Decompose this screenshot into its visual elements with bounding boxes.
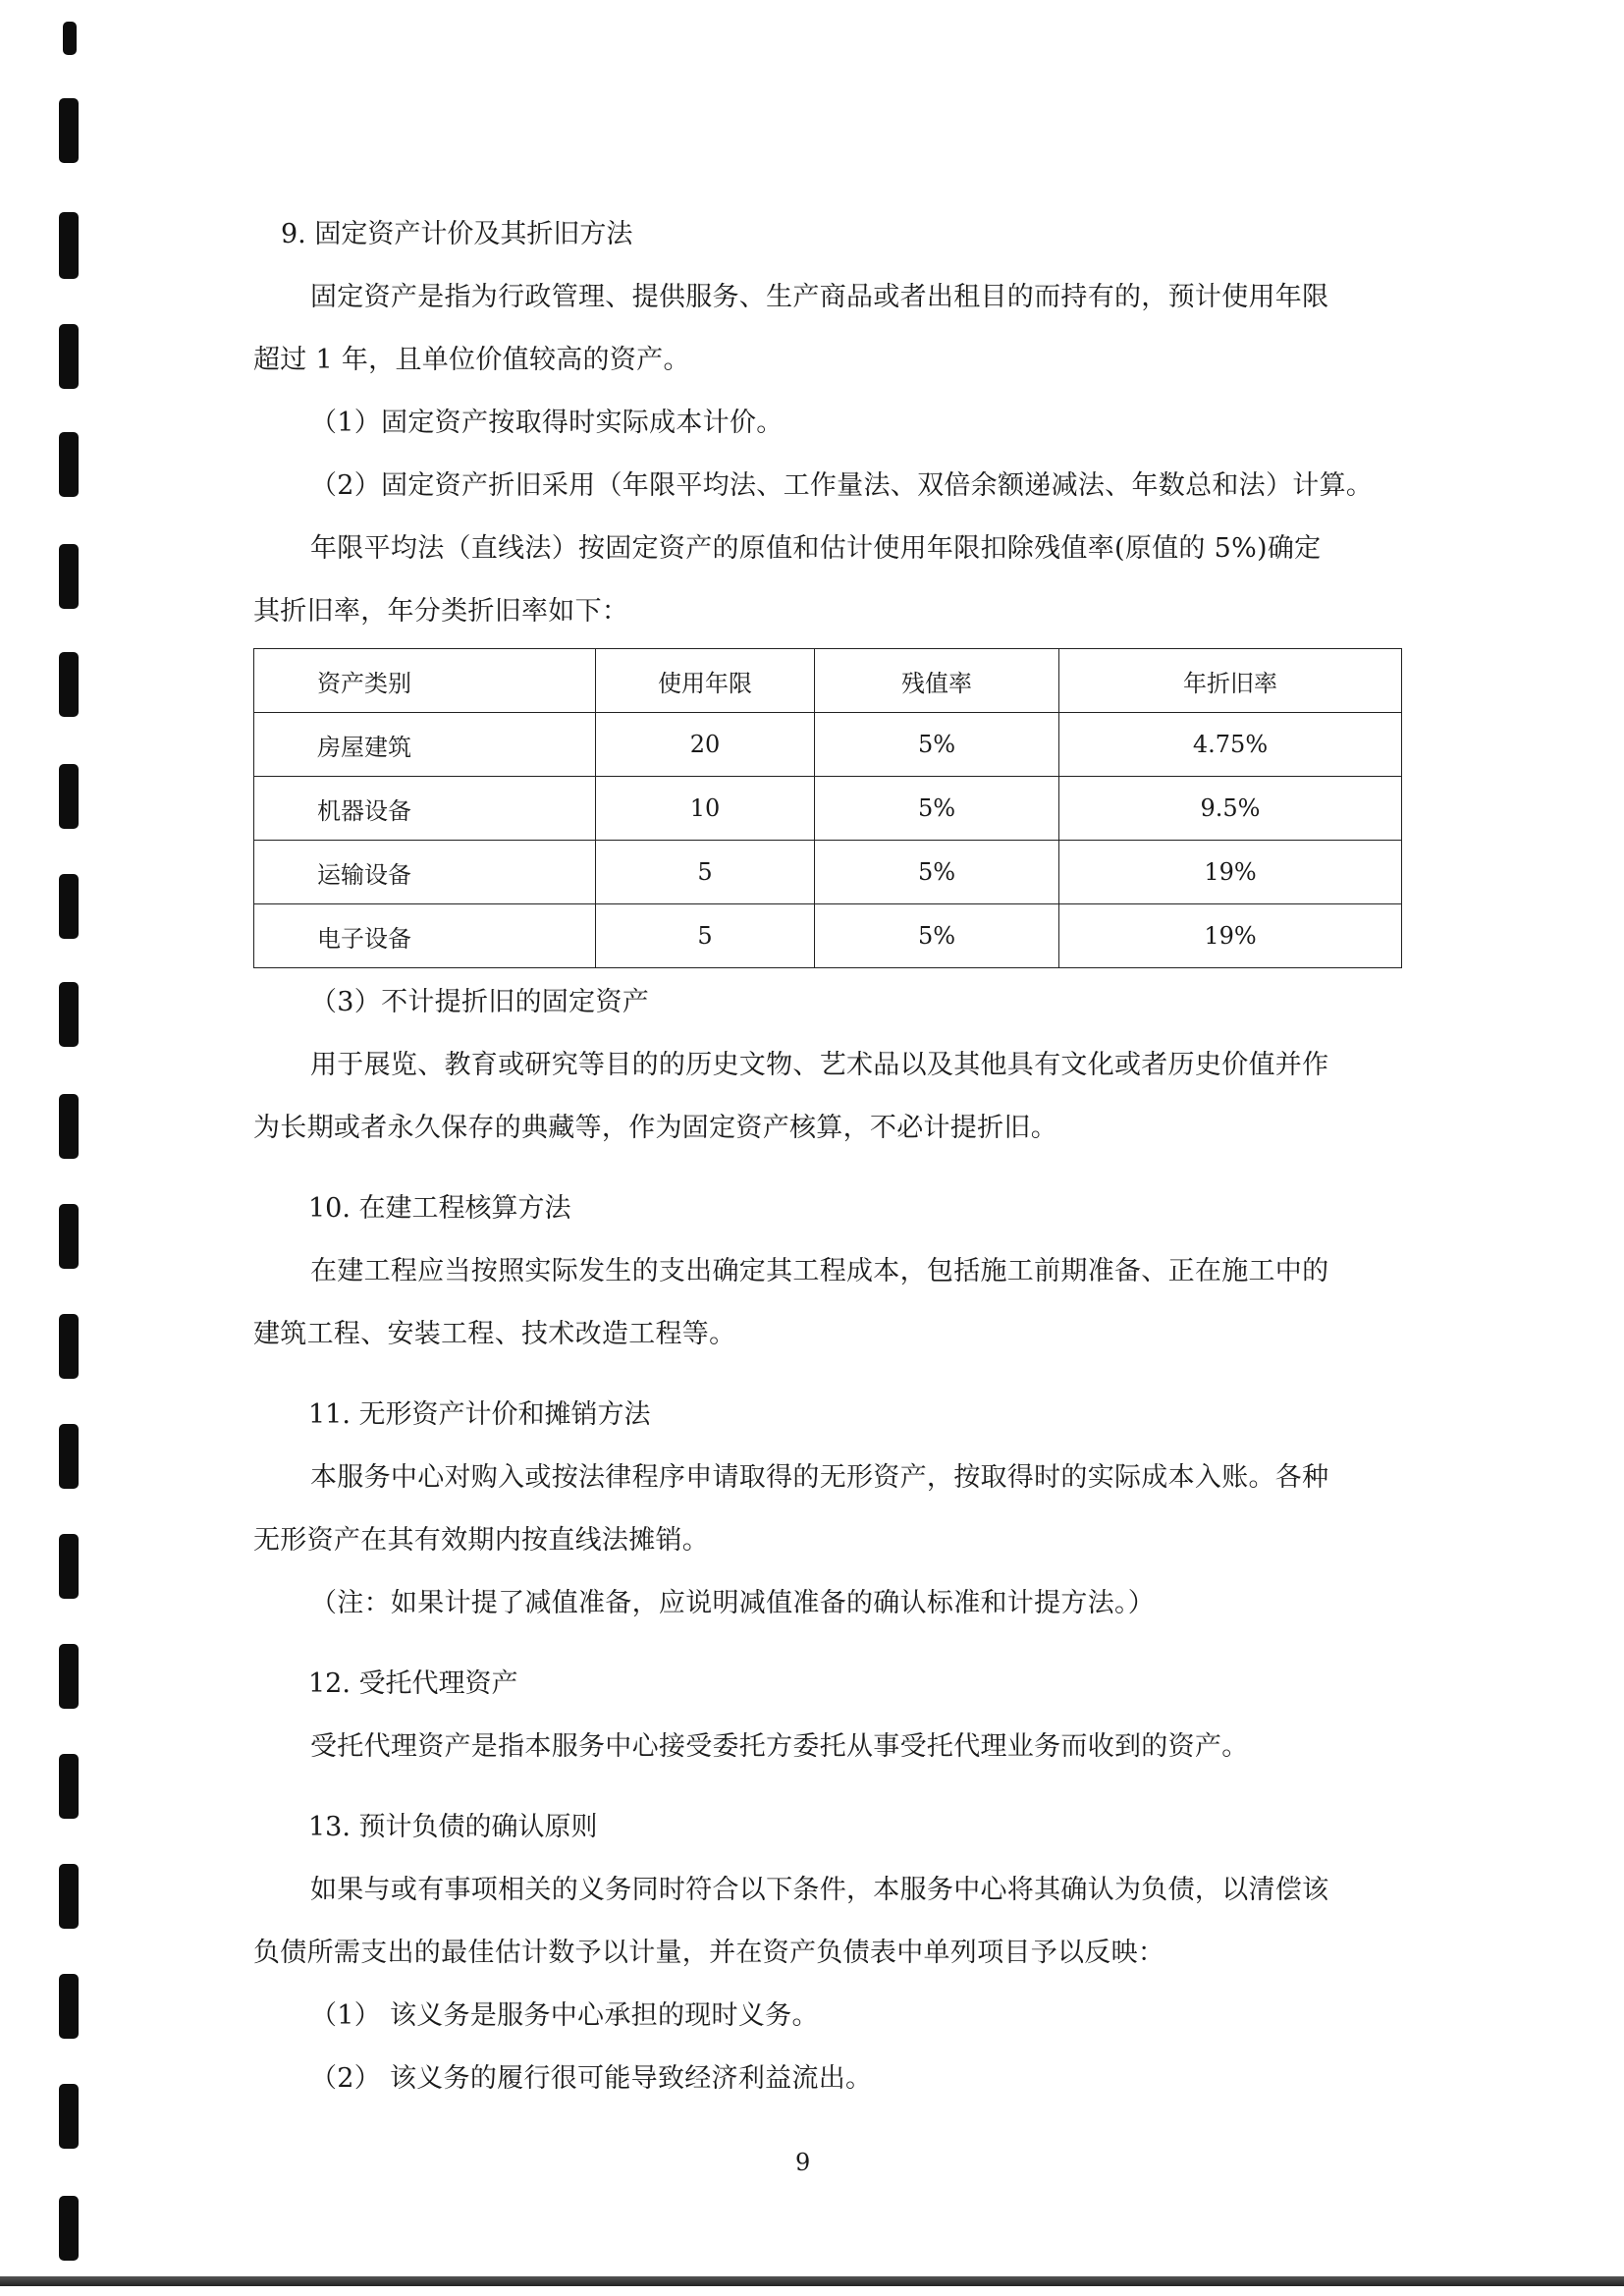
table-cell: 4.75%: [1059, 713, 1402, 777]
binding-hole: [59, 1094, 79, 1159]
binding-hole: [59, 212, 79, 279]
section-9-paragraph-1-line-2: 超过 1 年，且单位价值较高的资产。: [253, 345, 690, 375]
section-10-paragraph-line-2: 建筑工程、安装工程、技术改造工程等。: [253, 1319, 736, 1349]
binding-hole: [63, 22, 77, 55]
binding-hole: [59, 1974, 79, 2039]
table-cell: 19%: [1059, 904, 1402, 968]
table-cell: 9.5%: [1059, 777, 1402, 841]
binding-hole: [59, 982, 79, 1047]
section-9-paragraph-2-line-1: 年限平均法（直线法）按固定资产的原值和估计使用年限扣除残值率(原值的 5%)确定: [310, 533, 1322, 564]
section-10-paragraph-line-1: 在建工程应当按照实际发生的支出确定其工程成本，包括施工前期准备、正在施工中的: [310, 1256, 1329, 1286]
table-row: [254, 777, 1402, 841]
binding-hole: [59, 324, 79, 389]
table-cell: 20: [596, 713, 815, 777]
table-cell: 5: [596, 904, 815, 968]
section-9-item-3: （3）不计提折旧的固定资产: [310, 987, 650, 1017]
section-9-paragraph-1-line-1: 固定资产是指为行政管理、提供服务、生产商品或者出租目的而持有的，预计使用年限: [310, 282, 1329, 312]
section-12-paragraph: 受托代理资产是指本服务中心接受委托方委托从事受托代理业务而收到的资产。: [310, 1731, 1249, 1762]
page-number: 9: [795, 2149, 811, 2176]
section-10-heading: 10. 在建工程核算方法: [308, 1193, 571, 1224]
section-11-note: （注：如果计提了减值准备，应说明减值准备的确认标准和计提方法。）: [310, 1588, 1156, 1618]
section-11-paragraph-line-1: 本服务中心对购入或按法律程序申请取得的无形资产，按取得时的实际成本入账。各种: [310, 1462, 1329, 1493]
binding-hole: [59, 432, 79, 497]
section-11-heading: 11. 无形资产计价和摊销方法: [308, 1399, 651, 1430]
binding-hole: [59, 2196, 79, 2261]
section-9-paragraph-3-line-1: 用于展览、教育或研究等目的的历史文物、艺术品以及其他具有文化或者历史价值并作: [310, 1050, 1329, 1080]
section-13-item-1: （1） 该义务是服务中心承担的现时义务。: [310, 2000, 819, 2031]
table-cell: 电子设备: [254, 904, 596, 968]
binding-hole: [59, 1644, 79, 1709]
table-header-cell: 资产类别: [254, 649, 596, 713]
binding-holes: [0, 0, 108, 2296]
binding-hole: [59, 1204, 79, 1269]
section-9-item-2: （2）固定资产折旧采用（年限平均法、工作量法、双倍余额递减法、年数总和法）计算。: [310, 470, 1374, 501]
section-13-paragraph-line-1: 如果与或有事项相关的义务同时符合以下条件，本服务中心将其确认为负债，以清偿该: [310, 1875, 1329, 1905]
section-9-heading: 9. 固定资产计价及其折旧方法: [281, 219, 633, 249]
table-row: [254, 713, 1402, 777]
section-9-item-1: （1）固定资产按取得时实际成本计价。: [310, 408, 784, 438]
binding-hole: [59, 1864, 79, 1929]
binding-hole: [59, 874, 79, 939]
table-cell: 5%: [815, 841, 1059, 904]
scan-bottom-edge: [0, 2276, 1624, 2286]
depreciation-rate-table: [253, 648, 1402, 968]
section-13-item-2: （2） 该义务的履行很可能导致经济利益流出。: [310, 2063, 873, 2094]
section-9-paragraph-2-line-2: 其折旧率，年分类折旧率如下：: [253, 596, 629, 627]
binding-hole: [59, 652, 79, 717]
table-cell: 机器设备: [254, 777, 596, 841]
binding-hole: [59, 764, 79, 829]
binding-hole: [59, 1754, 79, 1819]
table-header-cell: 残值率: [815, 649, 1059, 713]
table-cell: 19%: [1059, 841, 1402, 904]
table-cell: 10: [596, 777, 815, 841]
section-9-paragraph-3-line-2: 为长期或者永久保存的典藏等，作为固定资产核算，不必计提折旧。: [253, 1113, 1057, 1143]
table-cell: 5%: [815, 777, 1059, 841]
table-row: [254, 904, 1402, 968]
table-header-row: [254, 649, 1402, 713]
binding-hole: [59, 1424, 79, 1489]
section-12-heading: 12. 受托代理资产: [308, 1668, 518, 1699]
table-cell: 5%: [815, 713, 1059, 777]
binding-hole: [59, 1534, 79, 1599]
table-cell: 5%: [815, 904, 1059, 968]
table-header-cell: 年折旧率: [1059, 649, 1402, 713]
table-cell: 5: [596, 841, 815, 904]
binding-hole: [59, 544, 79, 609]
table-header-cell: 使用年限: [596, 649, 815, 713]
table-cell: 运输设备: [254, 841, 596, 904]
section-11-paragraph-line-2: 无形资产在其有效期内按直线法摊销。: [253, 1525, 710, 1556]
section-13-paragraph-line-2: 负债所需支出的最佳估计数予以计量，并在资产负债表中单列项目予以反映：: [253, 1938, 1165, 1968]
binding-hole: [59, 1314, 79, 1379]
table-cell: 房屋建筑: [254, 713, 596, 777]
table-row: [254, 841, 1402, 904]
binding-hole: [59, 98, 79, 163]
section-13-heading: 13. 预计负债的确认原则: [308, 1812, 598, 1842]
binding-hole: [59, 2084, 79, 2149]
